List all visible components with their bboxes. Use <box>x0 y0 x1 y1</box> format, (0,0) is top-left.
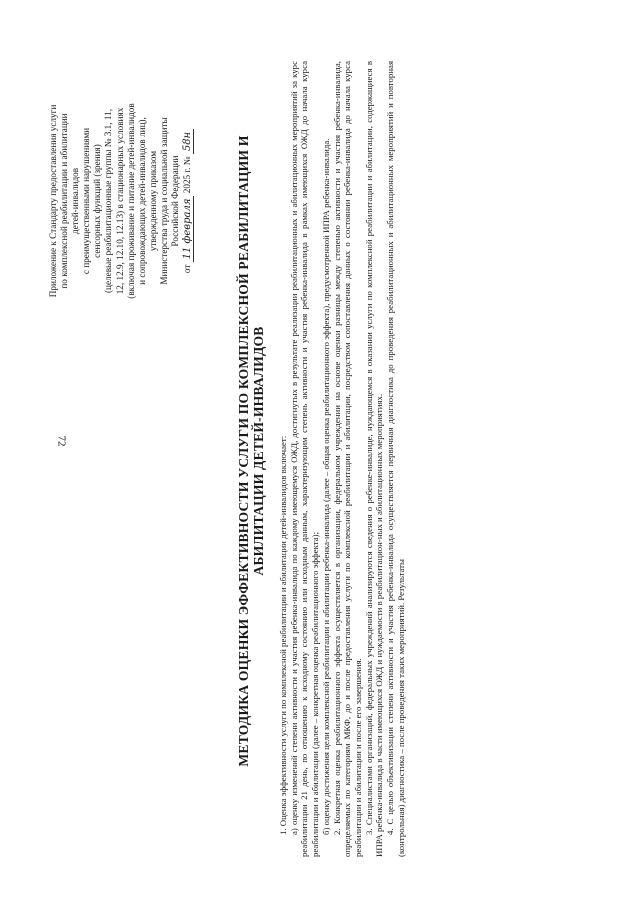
appendix-line: (целевые реабилитационные группы № 3.1, 11, <box>103 109 114 293</box>
decree-date-line <box>182 31 193 371</box>
appendix-line: Российской Федерации <box>170 155 181 247</box>
appendix-line: детей-инвалидов <box>70 167 81 235</box>
body-text <box>278 61 406 857</box>
title-line-1: МЕТОДИКА ОЦЕНКИ ЭФФЕКТИВНОСТИ УСЛУГИ ПО КОМПЛЕКСНОЙ РЕАБИЛИТАЦИИ И <box>236 135 251 767</box>
document-title <box>236 41 266 861</box>
handwritten-order-number: 58н <box>182 129 194 154</box>
rotated-page-content <box>40 11 600 891</box>
paragraph: 4. С целью объективизации степени активности и участия ребенка-инвалида осуществляется первичная диагностика до проведения реабилитационных и абилитационных мероприятий и повторная (контрольная) диагностика – после проведения таких мероприятий. Результаты <box>385 61 406 857</box>
title-line-2: АБИЛИТАЦИИ ДЕТЕЙ-ИНВАЛИДОВ <box>251 326 266 576</box>
year-number-label: 2025 г. № <box>182 156 193 194</box>
appendix-line: 12, 12.9, 12.10, 12.13) в стационарных условиях <box>114 107 125 295</box>
appendix-line: Приложение к Стандарту предоставления услуги <box>48 104 58 298</box>
date-prefix: от <box>182 264 193 274</box>
paragraph: 2. Конкретная оценка реабилитационного эффекта осуществляется в организации, федеральном учреждении на основе оценки разницы между степенью активности и участия ребенка-инвалида, определяемых по категориям МКФ, до и после предоставления услуги по комплексной реабилитации и абилитации, посредством сопоставления данных о состоянии ребенка-инвалида до начала курса реабилитации и абилитации и после его завершения. <box>331 61 363 857</box>
appendix-line: по комплексной реабилитации и абилитации <box>59 113 70 289</box>
appendix-line: (включая проживание и питание детей-инвалидов <box>125 103 136 299</box>
appendix-header <box>48 31 193 371</box>
paragraph: б) оценку достижения цели комплексной реабилитации и абилитации ребенка-инвалида (далее – общая оценка реабилитационного эффекта), предусмотренной ИПРА ребенка-инвалида. <box>320 138 331 835</box>
paragraph: а) оценку изменений степени активности и участия ребенка-инвалида по каждому имеющемуся ОЖД, достигнутых в результате реализации реабилитационных и абилитационных мероприятий за курс реабилитации 21 день, по отношению к исходному состоянию или исходным данным, характеризующим степень активности и участия ребенка-инвалида в рамках имеющихся ОЖД до начала курса реабилитации и абилитации (далее – конкретная оценка реабилитационного эффекта); <box>288 61 321 857</box>
paragraph: 3. Специалистами организаций, федеральных учреждений анализируются сведения о ребенке-инвалиде, нуждающемся в оказании услуги по комплексной реабилитации и абилитации, содержащиеся в ИПРА ребенка-инвалида в части имеющихся ОЖД и нуждаемости в реабилитацион-ных и абилитационных мероприятиях. <box>363 61 385 857</box>
appendix-line: сенсорных функций (зрения) <box>92 144 103 258</box>
page-number: 72 <box>55 435 68 447</box>
appendix-line: с преимущественными нарушениями <box>81 127 92 275</box>
paragraph: 1. Оценка эффективности услуги по комплексной реабилитации и абилитации детей-инвалидов включает: <box>278 435 288 835</box>
handwritten-date: 11 февраля <box>182 196 194 263</box>
appendix-line: Министерства труда и социальной защиты <box>158 117 169 285</box>
appendix-line: утвержденному приказом <box>147 150 158 252</box>
appendix-line: и сопровождающих детей-инвалидов лиц), <box>136 117 147 285</box>
